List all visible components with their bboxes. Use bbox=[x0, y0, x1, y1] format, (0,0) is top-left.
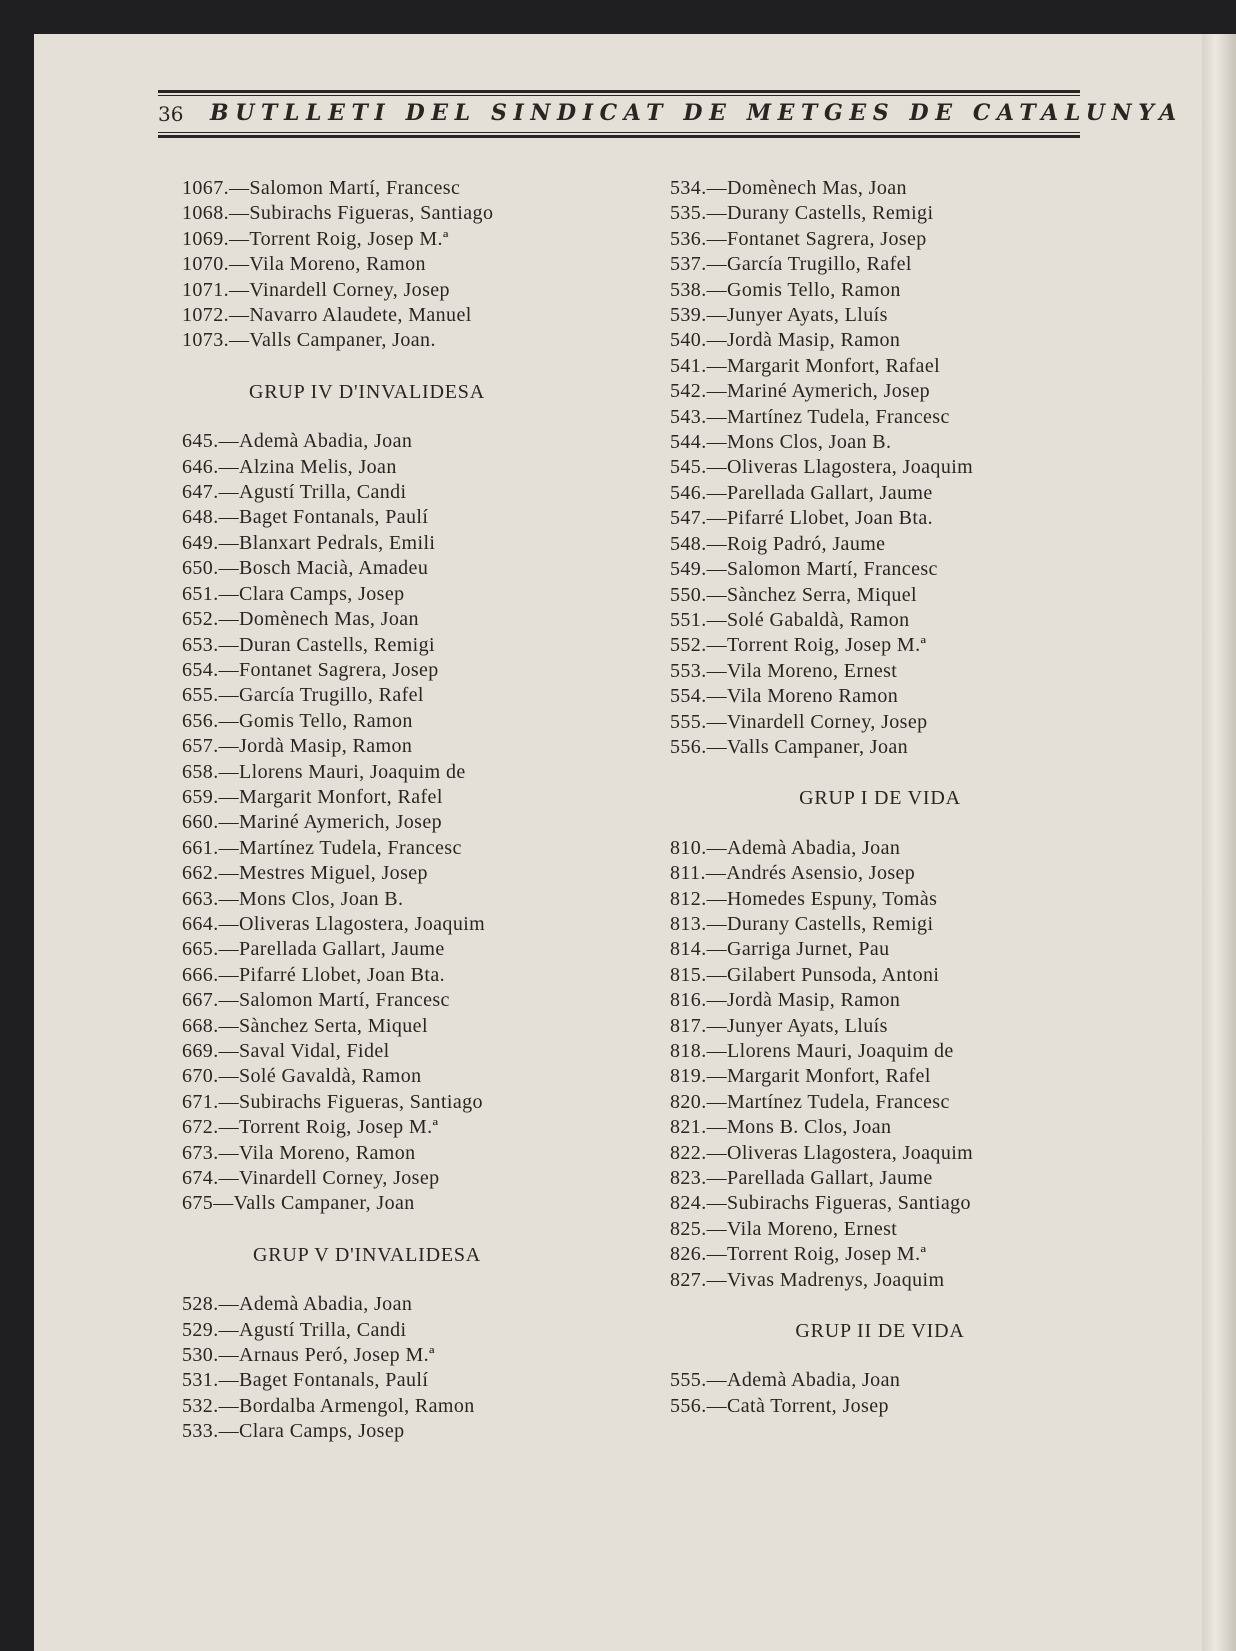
list-entry: 545.—Oliveras Llagostera, Joaquim bbox=[670, 456, 974, 479]
left-column bbox=[182, 176, 582, 1445]
list-entry: 825.—Vila Moreno, Ernest bbox=[670, 1217, 898, 1240]
list-entry: 554.—Vila Moreno Ramon bbox=[670, 685, 899, 708]
list-entry: 650.—Bosch Macià, Amadeu bbox=[182, 557, 429, 580]
list-entry: 662.—Mestres Miguel, Josep bbox=[182, 862, 428, 885]
list-entry: 818.—Llorens Mauri, Joaquim de bbox=[670, 1040, 954, 1062]
list-entry: 548.—Roig Padró, Jaume bbox=[670, 532, 886, 555]
list-entry: 535.—Durany Castells, Remigi bbox=[670, 202, 934, 225]
list-entry: 648.—Baget Fontanals, Paulí bbox=[182, 506, 429, 529]
list-entry: 646.—Alzina Melis, Joan bbox=[182, 455, 397, 478]
list-entry: 651.—Clara Camps, Josep bbox=[182, 582, 405, 605]
list-entry: 668.—Sànchez Serta, Miquel bbox=[182, 1014, 428, 1037]
list-entry: 538.—Gomis Tello, Ramon bbox=[670, 278, 901, 301]
list-entry: 673.—Vila Moreno, Ramon bbox=[182, 1141, 416, 1164]
list-entry: 647.—Agustí Trilla, Candi bbox=[182, 481, 407, 504]
list-entry: 649.—Blanxart Pedrals, Emili bbox=[182, 531, 436, 554]
list-entry: 553.—Vila Moreno, Ernest bbox=[670, 659, 898, 682]
list-entry: 819.—Margarit Monfort, Rafel bbox=[670, 1065, 931, 1088]
page-edge bbox=[1202, 34, 1236, 1651]
list-entry: 544.—Mons Clos, Joan B. bbox=[670, 431, 892, 454]
left-section-2-heading: GRUP V D'INVALIDESA bbox=[252, 1243, 482, 1266]
right-section-1-list bbox=[670, 836, 1070, 1293]
list-entry: 531.—Baget Fontanals, Paulí bbox=[182, 1369, 429, 1392]
page-number: 36 bbox=[158, 102, 184, 126]
left-section-1-list bbox=[182, 429, 582, 1217]
list-entry: 534.—Domènech Mas, Joan bbox=[670, 177, 907, 199]
list-entry: 663.—Mons Clos, Joan B. bbox=[182, 887, 404, 910]
list-entry: 815.—Gilabert Punsoda, Antoni bbox=[670, 963, 940, 986]
list-entry: 817.—Junyer Ayats, Lluís bbox=[670, 1014, 888, 1037]
list-entry: 556.—Catà Torrent, Josep bbox=[670, 1394, 889, 1417]
list-entry: 532.—Bordalba Armengol, Ramon bbox=[182, 1394, 475, 1417]
list-entry: 810.—Ademà Abadia, Joan bbox=[670, 836, 901, 859]
header-rule-top-thin bbox=[158, 95, 1080, 96]
list-entry: 1068.—Subirachs Figueras, Santiago bbox=[182, 202, 494, 225]
header-rule-bottom-thin bbox=[158, 132, 1080, 133]
list-entry: 536.—Fontanet Sagrera, Josep bbox=[670, 227, 927, 250]
list-entry: 666.—Pifarré Llobet, Joan Bta. bbox=[182, 963, 446, 986]
list-entry: 539.—Junyer Ayats, Lluís bbox=[670, 304, 888, 327]
list-entry: 543.—Martínez Tudela, Francesc bbox=[670, 405, 950, 428]
list-entry: 654.—Fontanet Sagrera, Josep bbox=[182, 658, 439, 681]
list-entry: 674.—Vinardell Corney, Josep bbox=[182, 1167, 440, 1190]
list-entry: 811.—Andrés Asensio, Josep bbox=[670, 862, 916, 885]
list-entry: 824.—Subirachs Figueras, Santiago bbox=[670, 1192, 971, 1215]
list-entry: 675—Valls Campaner, Joan bbox=[182, 1192, 415, 1215]
list-entry: 533.—Clara Camps, Josep bbox=[182, 1420, 405, 1443]
list-entry: 546.—Parellada Gallart, Jaume bbox=[670, 481, 933, 504]
list-entry: 645.—Ademà Abadia, Joan bbox=[182, 430, 413, 453]
list-entry: 658.—Llorens Mauri, Joaquim de bbox=[182, 760, 466, 783]
list-entry: 1070.—Vila Moreno, Ramon bbox=[182, 253, 426, 276]
list-entry: 827.—Vivas Madrenys, Joaquim bbox=[670, 1268, 945, 1291]
left-section-2-list bbox=[182, 1292, 582, 1444]
list-entry: 671.—Subirachs Figueras, Santiago bbox=[182, 1090, 483, 1113]
header-rule-bottom bbox=[158, 135, 1080, 138]
list-entry: 540.—Jordà Masip, Ramon bbox=[670, 329, 901, 352]
list-entry: 537.—García Trugillo, Rafel bbox=[670, 253, 912, 276]
right-section-1-heading: GRUP I DE VIDA bbox=[799, 787, 961, 810]
journal-title: BUTLLETI DEL SINDICAT DE METGES DE CATALUNYA bbox=[210, 100, 1183, 126]
list-entry: 549.—Salomon Martí, Francesc bbox=[670, 558, 938, 581]
right-top-list bbox=[670, 176, 1070, 760]
list-entry: 652.—Domènech Mas, Joan bbox=[182, 608, 419, 631]
list-entry: 550.—Sànchez Serra, Miquel bbox=[670, 583, 918, 606]
list-entry: 820.—Martínez Tudela, Francesc bbox=[670, 1090, 950, 1113]
running-header bbox=[158, 98, 1183, 132]
list-entry: 823.—Parellada Gallart, Jaume bbox=[670, 1167, 933, 1190]
list-entry: 556.—Valls Campaner, Joan bbox=[670, 735, 909, 758]
right-section-2-heading: GRUP II DE VIDA bbox=[795, 1320, 965, 1343]
list-entry: 1073.—Valls Campaner, Joan. bbox=[182, 329, 436, 352]
left-top-list bbox=[182, 176, 582, 354]
list-entry: 529.—Agustí Trilla, Candi bbox=[182, 1318, 407, 1341]
list-entry: 528.—Ademà Abadia, Joan bbox=[182, 1293, 413, 1316]
list-entry: 657.—Jordà Masip, Ramon bbox=[182, 735, 413, 758]
list-entry: 665.—Parellada Gallart, Jaume bbox=[182, 938, 445, 961]
list-entry: 530.—Arnaus Peró, Josep M.ª bbox=[182, 1344, 435, 1367]
header-rule-top bbox=[158, 90, 1080, 93]
right-column bbox=[670, 176, 1070, 1419]
list-entry: 1069.—Torrent Roig, Josep M.ª bbox=[182, 227, 449, 250]
list-entry: 669.—Saval Vidal, Fidel bbox=[182, 1040, 390, 1062]
list-entry: 660.—Mariné Aymerich, Josep bbox=[182, 811, 443, 834]
list-entry: 1067.—Salomon Martí, Francesc bbox=[182, 177, 461, 199]
list-entry: 1071.—Vinardell Corney, Josep bbox=[182, 278, 450, 301]
list-entry: 661.—Martínez Tudela, Francesc bbox=[182, 836, 462, 859]
list-entry: 670.—Solé Gavaldà, Ramon bbox=[182, 1065, 422, 1088]
list-entry: 655.—García Trugillo, Rafel bbox=[182, 684, 424, 707]
list-entry: 541.—Margarit Monfort, Rafael bbox=[670, 354, 941, 377]
list-entry: 672.—Torrent Roig, Josep M.ª bbox=[182, 1116, 439, 1139]
list-entry: 821.—Mons B. Clos, Joan bbox=[670, 1116, 892, 1139]
list-entry: 547.—Pifarré Llobet, Joan Bta. bbox=[670, 507, 934, 530]
list-entry: 555.—Vinardell Corney, Josep bbox=[670, 710, 928, 733]
list-entry: 813.—Durany Castells, Remigi bbox=[670, 912, 934, 935]
list-entry: 667.—Salomon Martí, Francesc bbox=[182, 989, 450, 1012]
list-entry: 814.—Garriga Jurnet, Pau bbox=[670, 938, 890, 961]
right-section-2-list bbox=[670, 1368, 1070, 1419]
list-entry: 826.—Torrent Roig, Josep M.ª bbox=[670, 1243, 927, 1266]
left-section-1-heading: GRUP IV D'INVALIDESA bbox=[249, 380, 485, 403]
list-entry: 816.—Jordà Masip, Ramon bbox=[670, 989, 901, 1012]
list-entry: 1072.—Navarro Alaudete, Manuel bbox=[182, 304, 472, 327]
list-entry: 656.—Gomis Tello, Ramon bbox=[182, 709, 413, 732]
list-entry: 659.—Margarit Monfort, Rafel bbox=[182, 785, 443, 808]
list-entry: 555.—Ademà Abadia, Joan bbox=[670, 1369, 901, 1392]
list-entry: 812.—Homedes Espuny, Tomàs bbox=[670, 887, 938, 910]
list-entry: 653.—Duran Castells, Remigi bbox=[182, 633, 435, 656]
list-entry: 542.—Mariné Aymerich, Josep bbox=[670, 380, 931, 403]
list-entry: 551.—Solé Gabaldà, Ramon bbox=[670, 608, 910, 631]
list-entry: 664.—Oliveras Llagostera, Joaquim bbox=[182, 912, 486, 935]
list-entry: 822.—Oliveras Llagostera, Joaquim bbox=[670, 1141, 974, 1164]
list-entry: 552.—Torrent Roig, Josep M.ª bbox=[670, 634, 927, 657]
